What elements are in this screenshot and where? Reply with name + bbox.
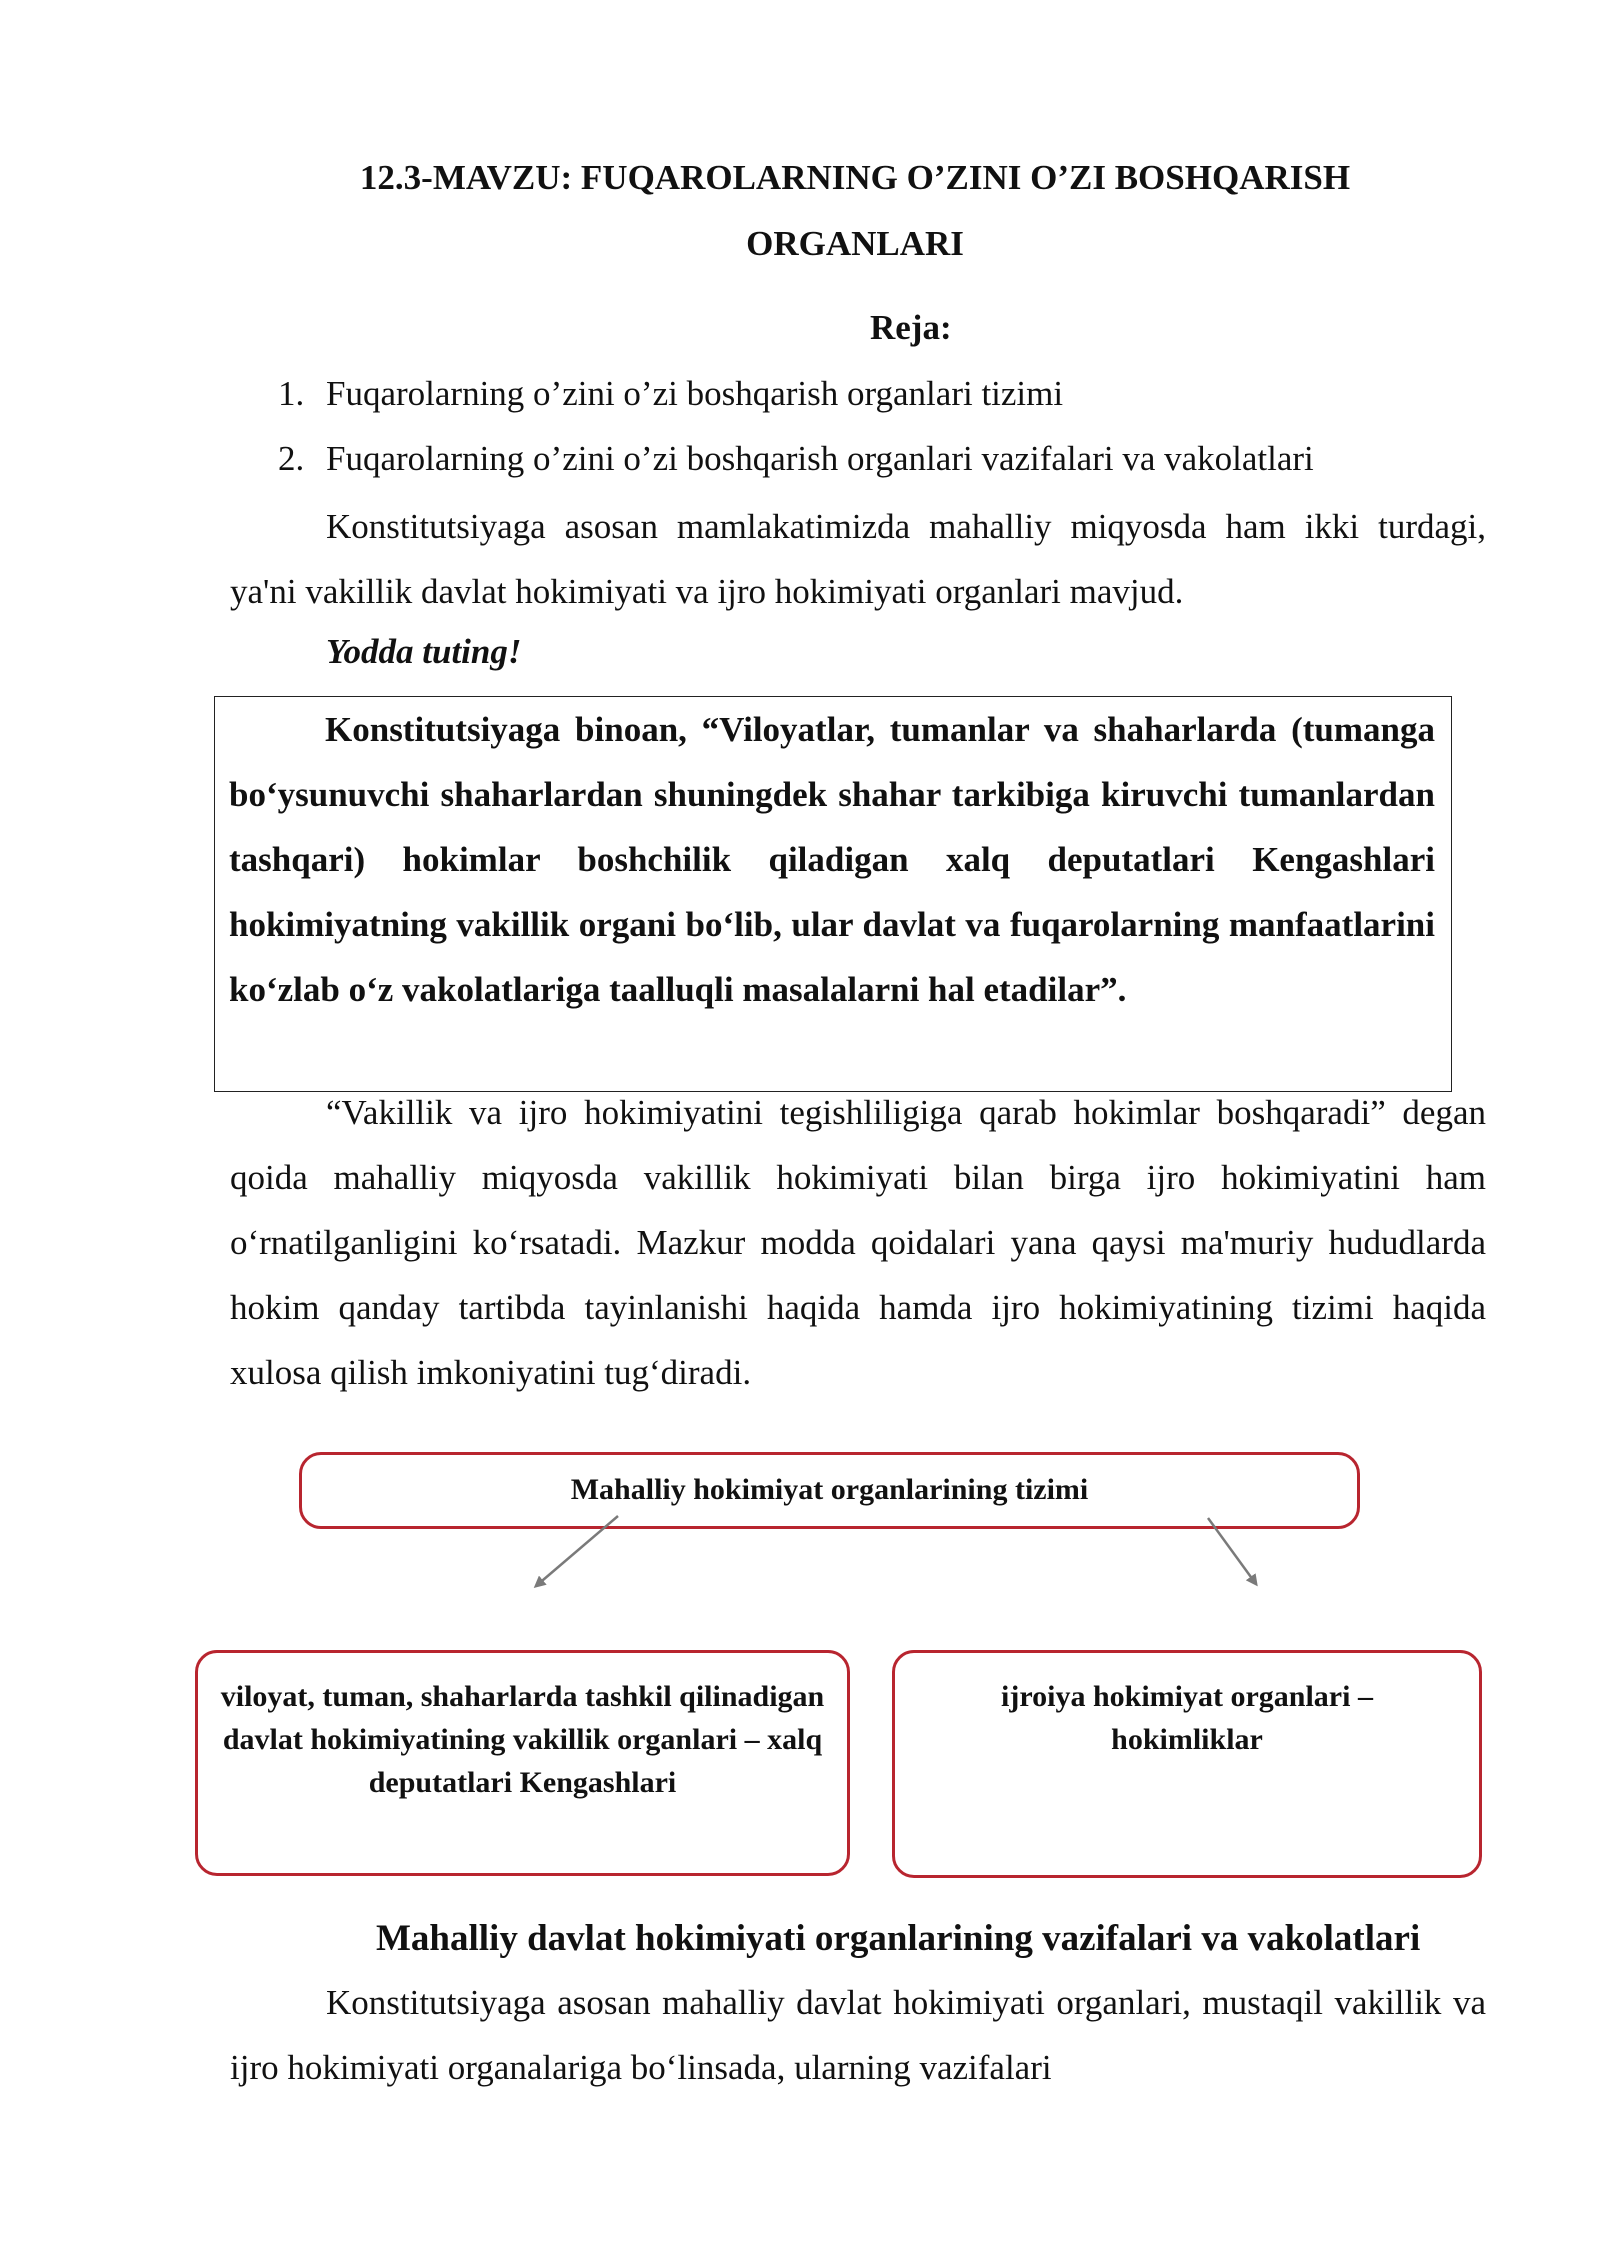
quote-text: Konstitutsiyaga binoan, “Viloyatlar, tumanlar va shaharlarda (tumanga bo‘ysunuvchi shaharlardan shuningdek shahar tarkibiga kiruvchi tumanlardan tashqari) hokimlar boshchilik qiladigan xalq deputatlari Kengashlari hokimiyatning vakillik organi bo‘lib, ular davlat va fuqarolarning manfaatlarini ko‘zlab o‘z vakolatlariga taalluqli masalalarni hal etadilar”.: [229, 710, 1435, 1009]
diagram-top-label: Mahalliy hokimiyat organlarining tizimi: [570, 1473, 1089, 1506]
remember-note: Yodda tuting!: [326, 632, 522, 671]
diagram-right-label: ijroiya hokimiyat organlari – hokimliklar: [1001, 1680, 1373, 1756]
intro-paragraph-text: Konstitutsiyaga asosan mamlakatimizda mahalliy miqyosda ham ikki turdagi, ya'ni vakillik davlat hokimiyati va ijro hokimiyati organlari mavjud.: [230, 507, 1486, 611]
arrow-right: [1208, 1518, 1256, 1584]
diagram-right-box: [892, 1650, 1482, 1878]
page-title-line1: 12.3-MAVZU: FUQAROLARNING O’ZINI O’ZI BOSHQARISH: [359, 158, 1351, 197]
section-heading: Mahalliy davlat hokimiyati organlarining vazifalari va vakolatlari: [376, 1918, 1421, 1959]
arrow-left: [536, 1516, 618, 1586]
diagram-left-label: viloyat, tuman, shaharlarda tashkil qilinadigan davlat hokimiyatining vakillik organlari – xalq deputatlari Kengashlari: [220, 1680, 825, 1799]
plan-item-number: 1.: [278, 374, 305, 413]
plan-item-text: Fuqarolarning o’zini o’zi boshqarish organlari tizimi: [326, 374, 1064, 413]
closing-paragraph-text: Konstitutsiyaga asosan mahalliy davlat hokimiyati organlari, mustaqil vakillik va ijro hokimiyati organalariga bo‘linsada, ularning vazifalari: [230, 1983, 1486, 2087]
closing-paragraph: [230, 1970, 1486, 2100]
plan-heading: Reja:: [870, 308, 952, 347]
plan-item-number: 2.: [278, 439, 305, 478]
body-paragraph-text: “Vakillik va ijro hokimiyatini tegishliligiga qarab hokimlar boshqaradi” degan qoida mahalliy miqyosda vakillik hokimiyati bilan birga ijro hokimiyatini ham o‘rnatilganligini ko‘rsatadi. Mazkur modda qoidalari yana qaysi ma'muriy hududlarda hokim qanday tartibda tayinlanishi haqida hamda ijro hokimiyatining tizimi haqida xulosa qilish imkoniyatini tug‘diradi.: [230, 1093, 1486, 1392]
plan-item-text: Fuqarolarning o’zini o’zi boshqarish organlari vazifalari va vakolatlari: [326, 439, 1314, 478]
diagram-left-box: [195, 1650, 850, 1876]
page-title-line2: ORGANLARI: [746, 224, 964, 263]
